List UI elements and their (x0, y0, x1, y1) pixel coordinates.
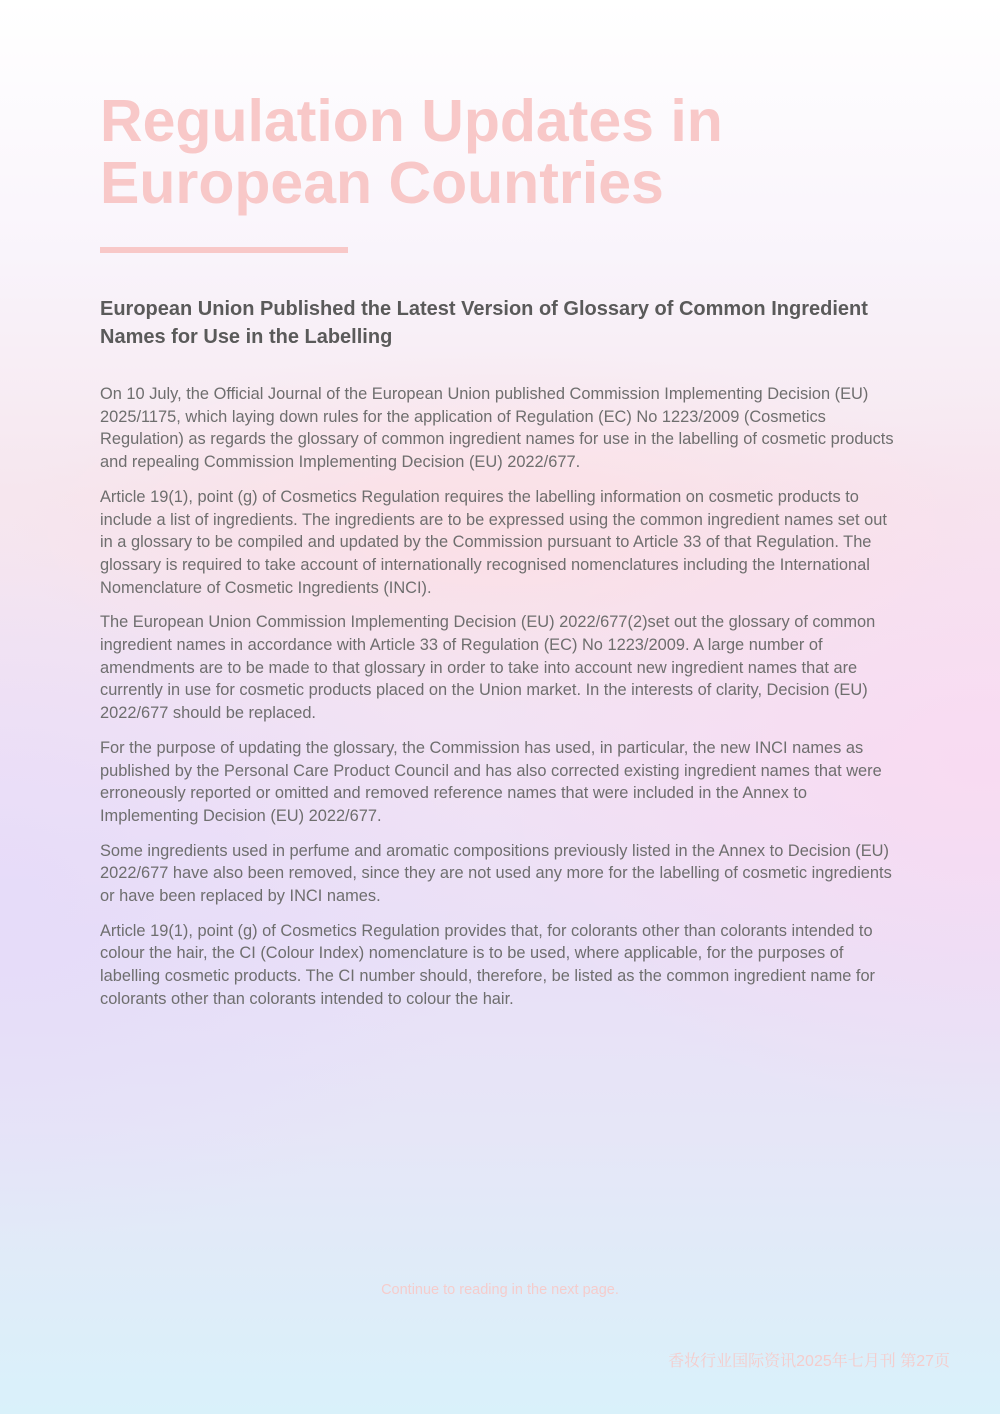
continue-note: Continue to reading in the next page. (381, 1282, 619, 1298)
paragraph-3: The European Union Commission Implementing Decision (EU) 2022/677(2)set out the glossary of common ingredient names in accordance with Article 33 of Regulation (EC) No 1223/2009. A large number of amendments are to be made to that glossary in order to take into account new ingredient names that are currently in use for cosmetic products placed on the Union market. In the interests of clarity, Decision (EU) 2022/677 should be replaced. (100, 613, 876, 723)
article-subtitle: European Union Published the Latest Version of Glossary of Common Ingredient Names for Use in the Labelling (100, 298, 868, 348)
page-title: Regulation Updates in European Countries (100, 88, 723, 216)
paragraph-1: On 10 July, the Official Journal of the European Union published Commission Implementing Decision (EU) 2025/1175, which laying down rules for the application of Regulation (EC) No 1223/2009 (Cosmetics Regulation) as regards the glossary of common ingredient names for use in the labelling of cosmetic products and repealing Commission Implementing Decision (EU) 2022/677. (100, 385, 894, 472)
paragraph-4: For the purpose of updating the glossary, the Commission has used, in particular, the new INCI names as published by the Personal Care Product Council and has also corrected existing ingredient names that were erroneously reported or omitted and removed reference names that were included in the Annex to Implementing Decision (EU) 2022/677. (100, 738, 882, 825)
paragraph-6: Article 19(1), point (g) of Cosmetics Regulation provides that, for colorants other than colorants intended to colour the hair, the CI (Colour Index) nomenclature is to be used, where applicable, for the purposes of labelling cosmetic products. The CI number should, therefore, be listed as the common ingredient name for colorants other than colorants intended to colour the hair. (100, 921, 876, 1008)
paragraph-5: Some ingredients used in perfume and aromatic compositions previously listed in the Annex to Decision (EU) 2022/677 have also been removed, since they are not used any more for the labelling of cosmetic ingredients or have been replaced by INCI names. (100, 841, 892, 906)
article-body (100, 383, 900, 1023)
paragraph-2: Article 19(1), point (g) of Cosmetics Regulation requires the labelling information on cosmetic products to include a list of ingredients. The ingredients are to be expressed using the common ingredient names set out in a glossary to be compiled and updated by the Commission pursuant to Article 33 of that Regulation. The glossary is required to take account of internationally recognised nomenclatures including the International Nomenclature of Cosmetic Ingredients (INCI). (100, 487, 887, 597)
title-divider (100, 247, 348, 253)
page-footer: 香妆行业国际资讯2025年七月刊 第27页 (668, 1353, 950, 1370)
